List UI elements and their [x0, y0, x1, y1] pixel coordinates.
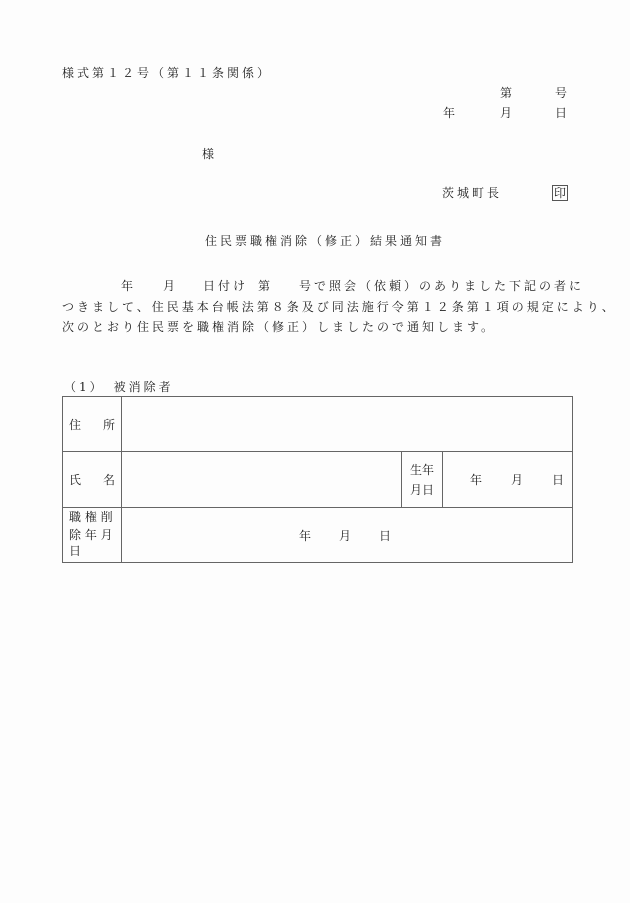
name-row — [63, 452, 573, 508]
address-row — [63, 397, 573, 452]
number-prefix: 第 — [500, 86, 513, 100]
deletion-date-label: 職 権 削 除 年 月 日 — [63, 508, 122, 563]
seal-mark: 印 — [554, 186, 567, 200]
birth-label: 生年 月日 — [402, 452, 443, 508]
deletion-date-field[interactable]: 年 月 日 — [122, 508, 573, 563]
section-label: （1） 被消除者 — [64, 380, 174, 394]
form-id: 様式第１２号（第１１条関係） — [62, 66, 273, 80]
number-suffix: 号 — [555, 86, 568, 100]
name-label: 氏 名 — [63, 452, 122, 508]
address-field[interactable] — [122, 397, 573, 452]
deletion-date-row — [63, 508, 573, 563]
deleted-person-table — [62, 396, 573, 563]
date-month: 月 — [500, 106, 513, 120]
birth-date-field[interactable]: 年 月 日 — [443, 452, 573, 508]
name-field[interactable] — [122, 452, 402, 508]
document-title: 住民票職権消除（修正）結果通知書 — [205, 234, 446, 248]
sender-title: 茨城町長 — [442, 186, 503, 200]
date-year: 年 — [443, 106, 456, 120]
address-label: 住 所 — [63, 397, 122, 452]
addressee-honorific: 様 — [202, 147, 215, 161]
date-day: 日 — [555, 106, 568, 120]
